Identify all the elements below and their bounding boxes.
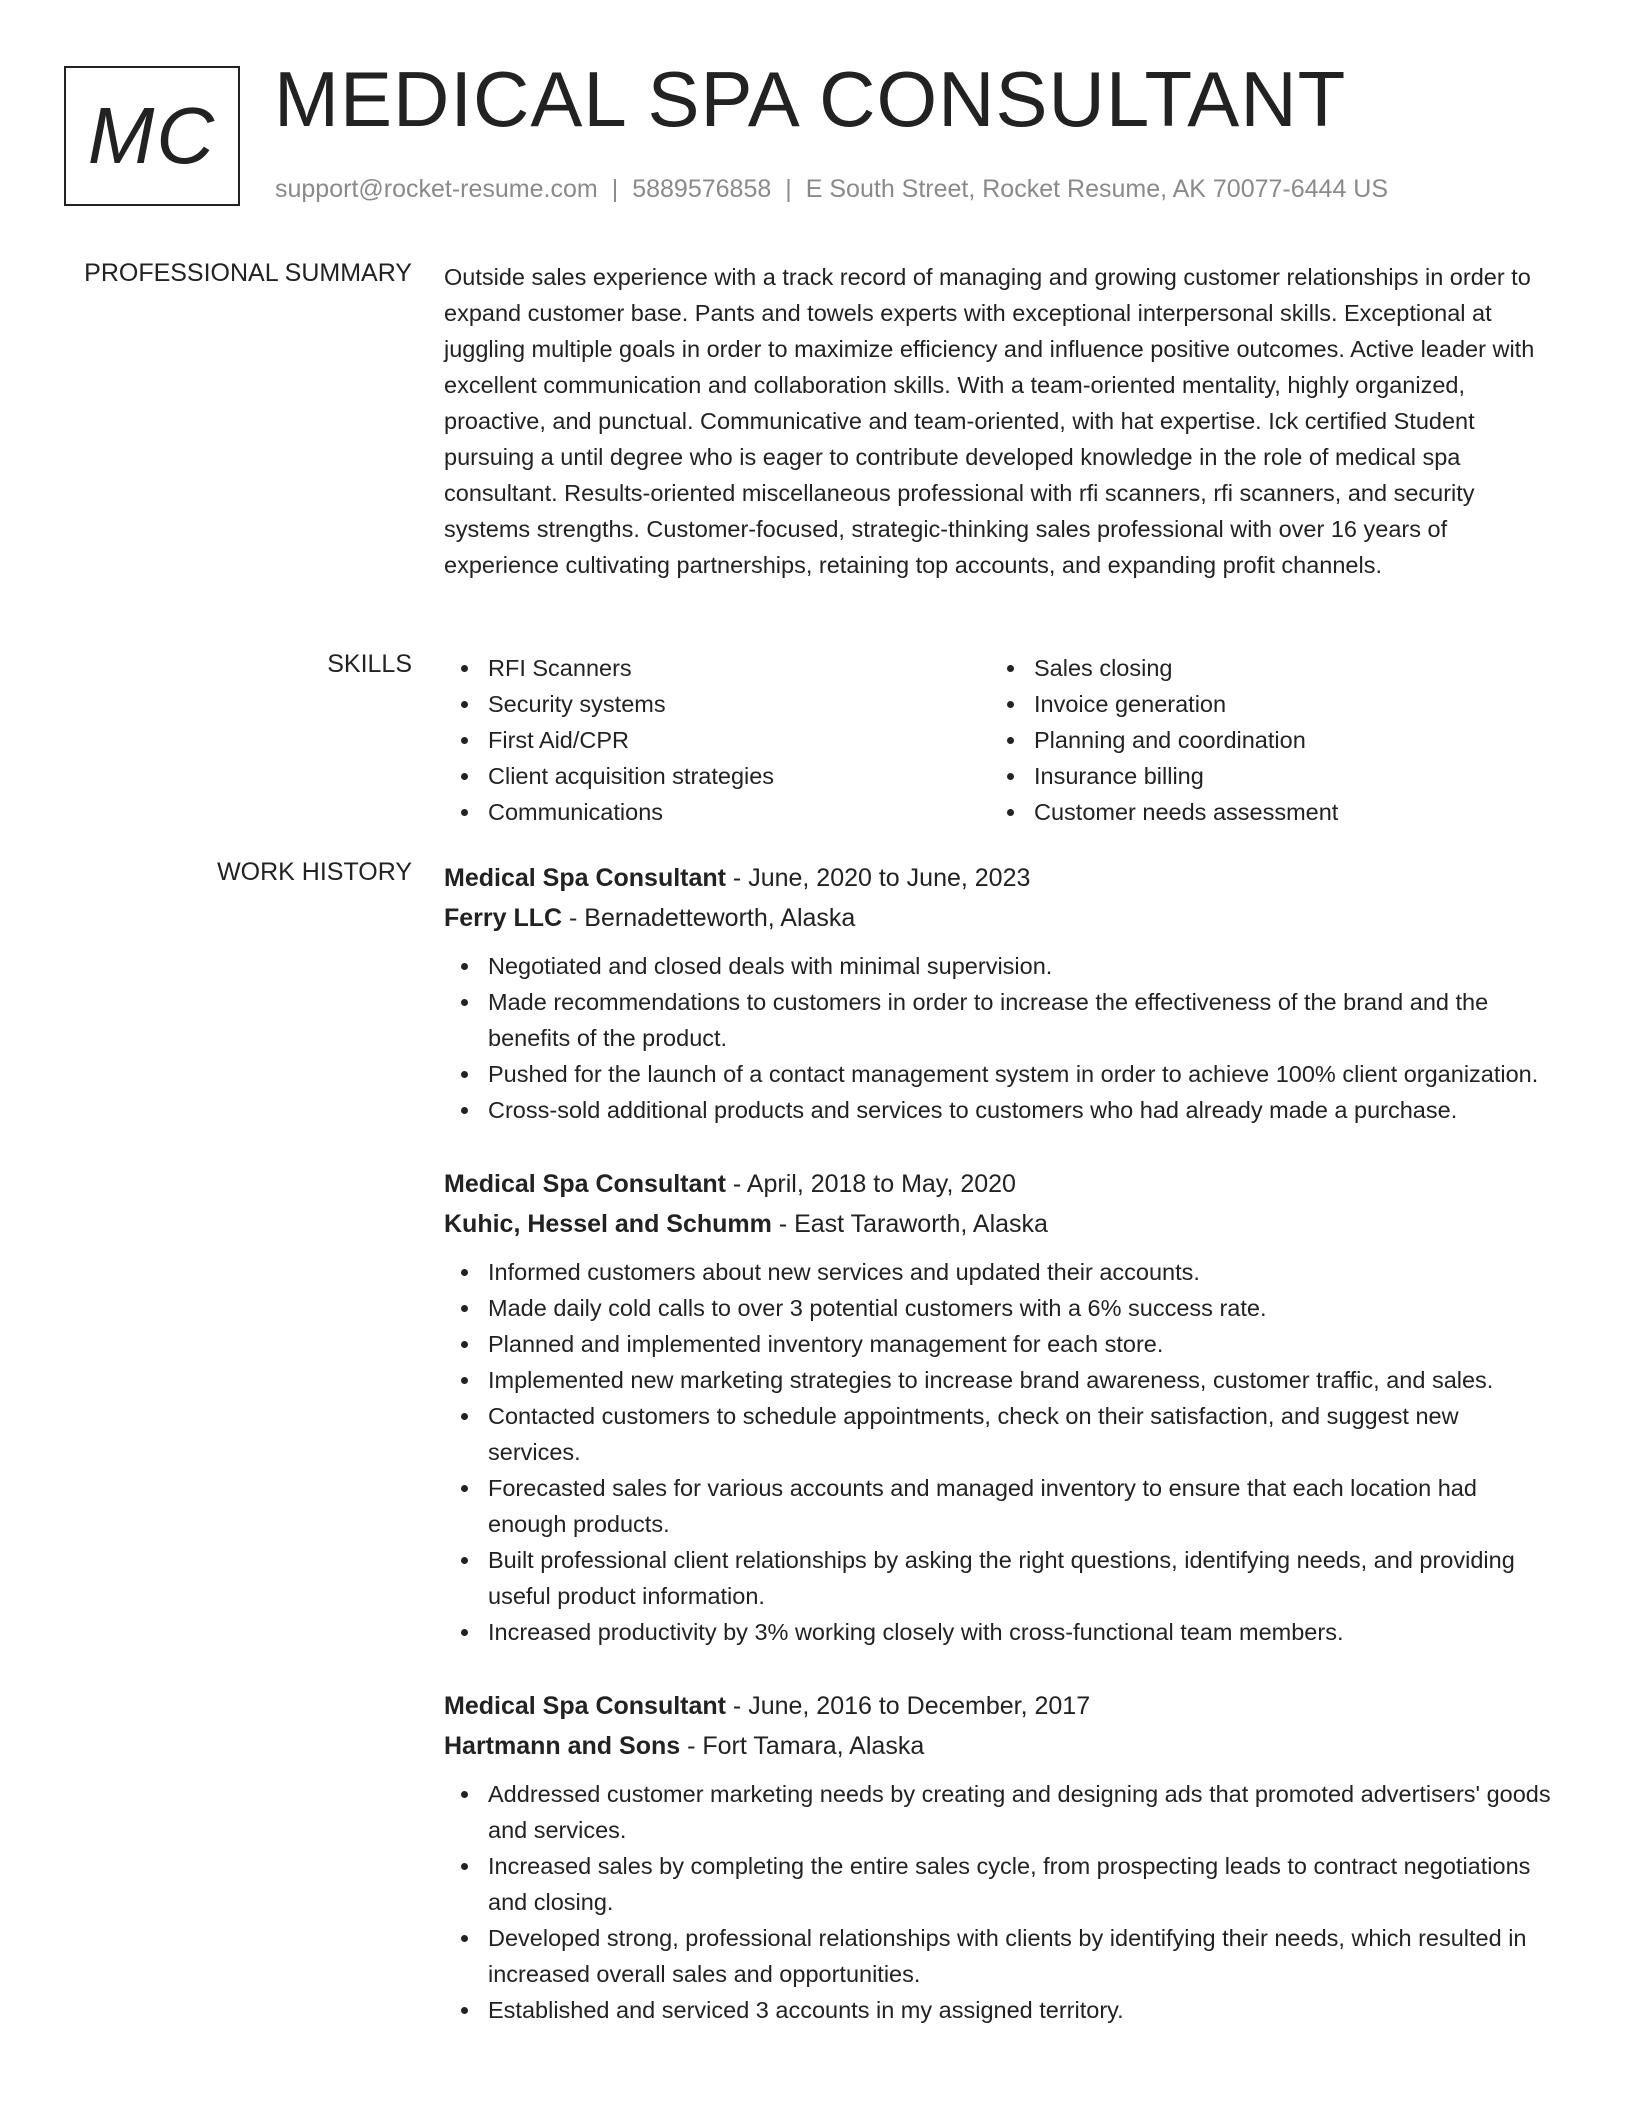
job-title: Medical Spa Consultant — [444, 1692, 726, 1720]
skill-item: Security systems — [444, 686, 990, 722]
job-dates: - April, 2018 to May, 2020 — [725, 1170, 1016, 1198]
contact-separator: | — [785, 175, 792, 203]
job-company-line — [444, 1204, 1556, 1244]
job-bullet: Informed customers about new services and updated their accounts. — [444, 1254, 1556, 1290]
section-label-skills: SKILLS — [327, 650, 412, 678]
job-location: - East Taraworth, Alaska — [771, 1210, 1048, 1238]
job-bullet-list — [444, 1254, 1556, 1650]
job-bullet: Forecasted sales for various accounts and managed inventory to ensure that each location had enough products. — [444, 1470, 1556, 1542]
skill-item: Sales closing — [990, 650, 1536, 686]
contact-email[interactable]: support@rocket-resume.com — [275, 175, 598, 203]
summary-text: Outside sales experience with a track record of managing and growing customer relationships in order to expand customer base. Pants and towels experts with exceptional interpersonal skills. Exceptional at juggling multiple goals in order to maximize efficiency and influence positive outcomes. Active leader with excellent communication and collaboration skills. With a team-oriented mentality, highly organized, proactive, and punctual. Communicative and team-oriented, with hat expertise. Ick certified Student pursuing a until degree who is eager to contribute developed knowledge in the role of medical spa consultant. Results-oriented miscellaneous professional with rfi scanners, rfi scanners, and security systems strengths. Customer-focused, strategic-thinking sales professional with over 16 years of experience cultivating partnerships, retaining top accounts, and expanding profit channels. — [444, 264, 1535, 578]
job-bullet: Cross-sold additional products and services to customers who had already made a purchase. — [444, 1092, 1556, 1128]
job-dates: - June, 2016 to December, 2017 — [725, 1692, 1091, 1720]
contact-line — [275, 175, 1388, 204]
job-bullet: Increased sales by completing the entire sales cycle, from prospecting leads to contract negotiations and closing. — [444, 1848, 1556, 1920]
monogram-logo: MC — [64, 66, 240, 206]
skills-list-right — [990, 650, 1536, 830]
skill-item: Planning and coordination — [990, 722, 1536, 758]
job-bullet-list — [444, 1776, 1556, 2028]
skill-item: Client acquisition strategies — [444, 758, 990, 794]
job-company-line — [444, 1726, 1556, 1766]
job-bullet: Built professional client relationships by asking the right questions, identifying needs, and providing useful product information. — [444, 1542, 1556, 1614]
contact-separator: | — [611, 175, 619, 203]
job-company: Ferry LLC — [444, 904, 563, 932]
skill-item: Invoice generation — [990, 686, 1536, 722]
job-bullet: Made recommendations to customers in order to increase the effectiveness of the brand and the benefits of the product. — [444, 984, 1556, 1056]
job-entry — [444, 858, 1556, 1128]
job-bullet: Planned and implemented inventory management for each store. — [444, 1326, 1556, 1362]
skill-item: Communications — [444, 794, 990, 830]
skill-item: First Aid/CPR — [444, 722, 990, 758]
job-company-line — [444, 898, 1556, 938]
skills-list-left — [444, 650, 990, 830]
skill-item: Customer needs assessment — [990, 794, 1536, 830]
job-bullet: Established and serviced 3 accounts in my assigned territory. — [444, 1992, 1556, 2028]
job-bullet-list — [444, 948, 1556, 1128]
job-bullet: Negotiated and closed deals with minimal supervision. — [444, 948, 1556, 984]
job-company: Kuhic, Hessel and Schumm — [444, 1210, 772, 1238]
skill-item: Insurance billing — [990, 758, 1536, 794]
job-location: - Fort Tamara, Alaska — [680, 1732, 925, 1760]
section-label-summary: PROFESSIONAL SUMMARY — [84, 259, 412, 287]
contact-address: E South Street, Rocket Resume, AK 70077-6444 US — [805, 175, 1389, 203]
skill-item: RFI Scanners — [444, 650, 990, 686]
job-bullet: Increased productivity by 3% working closely with cross-functional team members. — [444, 1614, 1556, 1650]
job-title: Medical Spa Consultant — [444, 1170, 726, 1198]
contact-phone[interactable]: 5889576858 — [632, 175, 772, 203]
job-entry — [444, 1686, 1556, 2028]
section-label-work-history: WORK HISTORY — [217, 858, 412, 886]
resume-title: MEDICAL SPA CONSULTANT — [274, 55, 1347, 143]
job-bullet: Developed strong, professional relationships with clients by identifying their needs, which resulted in increased overall sales and opportunities. — [444, 1920, 1556, 1992]
job-company: Hartmann and Sons — [444, 1732, 681, 1760]
job-title: Medical Spa Consultant — [444, 864, 726, 892]
job-bullet: Addressed customer marketing needs by creating and designing ads that promoted advertisers' goods and services. — [444, 1776, 1556, 1848]
job-title-line — [444, 1164, 1556, 1204]
job-title-line — [444, 858, 1556, 898]
job-bullet: Pushed for the launch of a contact management system in order to achieve 100% client organization. — [444, 1056, 1556, 1092]
job-bullet: Made daily cold calls to over 3 potential customers with a 6% success rate. — [444, 1290, 1556, 1326]
job-entry — [444, 1164, 1556, 1650]
job-location: - Bernadetteworth, Alaska — [562, 904, 856, 932]
job-dates: - June, 2020 to June, 2023 — [725, 864, 1031, 892]
job-bullet: Implemented new marketing strategies to increase brand awareness, customer traffic, and sales. — [444, 1362, 1556, 1398]
job-title-line — [444, 1686, 1556, 1726]
job-bullet: Contacted customers to schedule appointments, check on their satisfaction, and suggest new services. — [444, 1398, 1556, 1470]
